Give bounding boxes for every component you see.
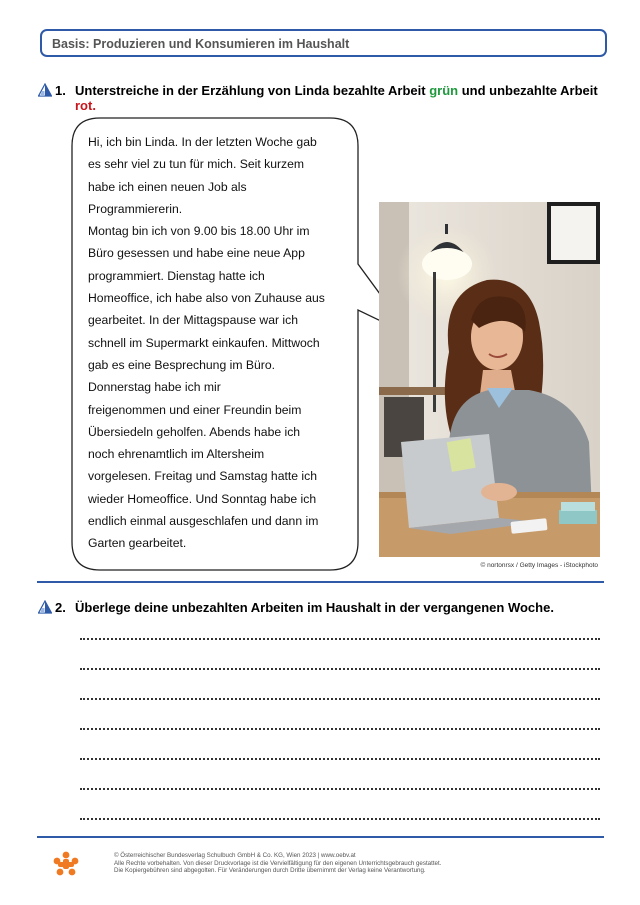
- footer-line: © Österreichischer Bundesverlag Schulbuch GmbH & Co. KG, Wien 2023 | www.oebv.at: [114, 852, 356, 859]
- story-line: gearbeitet. In der Mittagspause war ich: [88, 313, 299, 328]
- footer-copyright: [114, 852, 514, 875]
- footer-divider: [37, 836, 604, 838]
- story-line: Homeoffice, ich habe also von Zuhause aus: [88, 291, 325, 306]
- story-line: vorgelesen. Freitag und Samstag hatte ich: [88, 469, 317, 484]
- answer-line[interactable]: [80, 638, 600, 640]
- photo-credit: © nortonrsx / Getty Images - iStockphoto: [480, 562, 598, 569]
- story-line: Übersiedeln geholfen. Abends habe ich: [88, 424, 301, 439]
- footer-line: Alle Rechte vorbehalten. Von dieser Druckvorlage ist die Vervielfältigung für den eigenen Unterrichtsgebrauch gestattet.: [114, 859, 442, 867]
- photo-woman-laptop: [379, 202, 600, 557]
- task-1-word-green: grün: [429, 83, 459, 98]
- story-line: habe ich einen neuen Job als: [88, 179, 247, 194]
- footer-line: Die Kopiergebühren sind abgegolten. Für Veränderungen durch Dritte übernimmt der Verlag keine Verantwortung.: [114, 867, 426, 874]
- answer-line[interactable]: [80, 668, 600, 670]
- page-title: Basis: Produzieren und Konsumieren im Haushalt: [40, 29, 607, 57]
- story-line: endlich einmal ausgeschlafen und dann im: [88, 514, 319, 529]
- answer-line[interactable]: [80, 728, 600, 730]
- answer-line[interactable]: [80, 788, 600, 790]
- task-1-number: 1.: [55, 83, 66, 98]
- story-line: Programmiererin.: [88, 201, 183, 216]
- task-2-instruction: Überlege deine unbezahlten Arbeiten im Haushalt in der vergangenen Woche.: [75, 600, 554, 615]
- task-2-number: 2.: [55, 600, 66, 615]
- story-line: Garten gearbeitet.: [88, 536, 187, 551]
- task-2: [38, 600, 598, 616]
- story-line: Donnerstag habe ich mir: [88, 380, 221, 395]
- story-line: freigenommen und einer Freundin beim: [88, 402, 302, 417]
- story-line: gab es eine Besprechung im Büro.: [88, 357, 275, 372]
- publisher-logo-icon: [52, 850, 80, 878]
- task-1-text-middle: und unbezahlte Arbeit: [458, 83, 598, 98]
- section-divider: [37, 581, 604, 583]
- answer-line[interactable]: [80, 698, 600, 700]
- story-line: Hi, ich bin Linda. In der letzten Woche gab: [88, 135, 317, 149]
- story-line: programmiert. Dienstag hatte ich: [88, 268, 265, 283]
- linda-story: [88, 131, 358, 555]
- answer-line[interactable]: [80, 758, 600, 760]
- story-line: Büro gesessen und habe eine neue App: [88, 246, 305, 261]
- story-line: Montag bin ich von 9.00 bis 18.00 Uhr im: [88, 224, 310, 239]
- task-1-word-red: rot: [75, 98, 93, 113]
- story-line: schnell im Supermarkt einkaufen. Mittwoch: [88, 335, 320, 350]
- story-line: wieder Homeoffice. Und Sonntag habe ich: [88, 491, 317, 506]
- triangle-icon: [38, 600, 52, 614]
- answer-line[interactable]: [80, 818, 600, 820]
- story-line: es sehr viel zu tun für mich. Seit kurzem: [88, 157, 305, 172]
- task-1-text-end: .: [92, 98, 96, 113]
- task-1-text-before: Unterstreiche in der Erzählung von Linda bezahlte Arbeit: [75, 83, 430, 98]
- photo-illustration: [379, 202, 600, 557]
- story-line: noch ehrenamtlich im Altersheim: [88, 447, 265, 462]
